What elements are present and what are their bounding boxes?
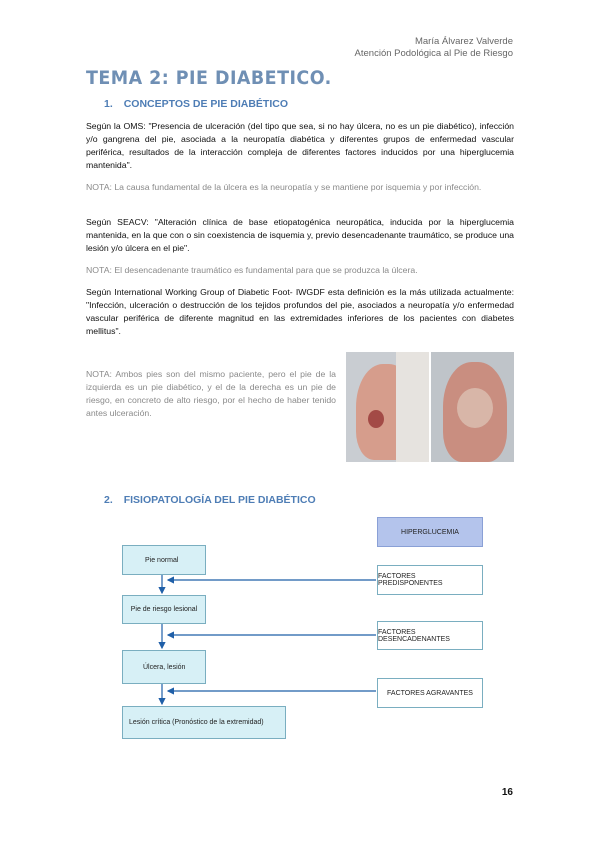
stage-pie-riesgo: Pie de riesgo lesional bbox=[122, 595, 206, 624]
section-1-heading bbox=[104, 98, 288, 110]
header-subject: Atención Podológica al Pie de Riesgo bbox=[354, 48, 513, 59]
factor-predisponentes: FACTORES PREDISPONENTES bbox=[377, 565, 483, 595]
diabetic-foot-photo bbox=[346, 352, 429, 462]
note-2: NOTA: El desencadenante traumático es fundamental para que se produzca la úlcera. bbox=[86, 265, 418, 275]
header-author: María Álvarez Valverde bbox=[414, 36, 513, 47]
stage-lesion-critica: Lesión crítica (Pronóstico de la extremidad) bbox=[122, 706, 286, 739]
risk-foot-photo bbox=[431, 352, 514, 462]
paragraph-iwgdf: Según International Working Group of Diabetic Foot- IWGDF esta definición es la más utilizada actualmente: "Infección, ulceración o destrucción de los tejidos profundos del pie, asociados a neuropatía y/o enfermedad vascular periférica de diferente magnitud en las extremidades inferiores de los pacientes con diabetes mellitus". bbox=[86, 287, 514, 336]
stage-pie-normal: Pie normal bbox=[122, 545, 206, 575]
note-1: NOTA: La causa fundamental de la úlcera es la neuropatía y se mantiene por isquemia y por infección. bbox=[86, 182, 482, 192]
page-number: 16 bbox=[501, 787, 513, 798]
page-title: TEMA 2: PIE DIABETICO. bbox=[86, 67, 332, 89]
paragraph-seacv: Según SEACV: "Alteración clínica de base etiopatogénica neuropática, inducida por la hiperglucemia mantenida, en la que con o sin coexistencia de isquemia y, previo desencadenante traumático, se produce una lesión y/o úlcera en el pie". bbox=[86, 217, 514, 253]
section-1-title: CONCEPTOS DE PIE DIABÉTICO bbox=[123, 98, 289, 110]
section-2-title: FISIOPATOLOGÍA DEL PIE DIABÉTICO bbox=[123, 494, 316, 506]
factor-agravantes: FACTORES AGRAVANTES bbox=[377, 678, 483, 708]
section-2-heading bbox=[104, 494, 316, 506]
factor-desencadenantes: FACTORES DESENCADENANTES bbox=[377, 621, 483, 650]
stage-ulcera: Úlcera, lesión bbox=[122, 650, 206, 684]
feet-photo bbox=[346, 352, 514, 462]
section-2-number: 2. bbox=[104, 494, 113, 506]
hiperglucemia-box: HIPERGLUCEMIA bbox=[377, 517, 483, 547]
section-1-number: 1. bbox=[104, 98, 113, 110]
note-3: NOTA: Ambos pies son del mismo paciente, pero el pie de la izquierda es un pie diabético, y el de la derecha es un pie de riesgo, en concreto de alto riesgo, por el hecho de haber tenido antes ulceración. bbox=[86, 369, 336, 418]
paragraph-oms: Según la OMS: "Presencia de ulceración (del tipo que sea, si no hay úlcera, no es un pie diabético), infección y/o gangrena del pie, asociada a la neuropatía diabética y diferentes grupos de enfermedad vascular periférica, resultados de la interacción compleja de diferentes factores inducidos por una hiperglucemia mantenida". bbox=[86, 121, 514, 170]
